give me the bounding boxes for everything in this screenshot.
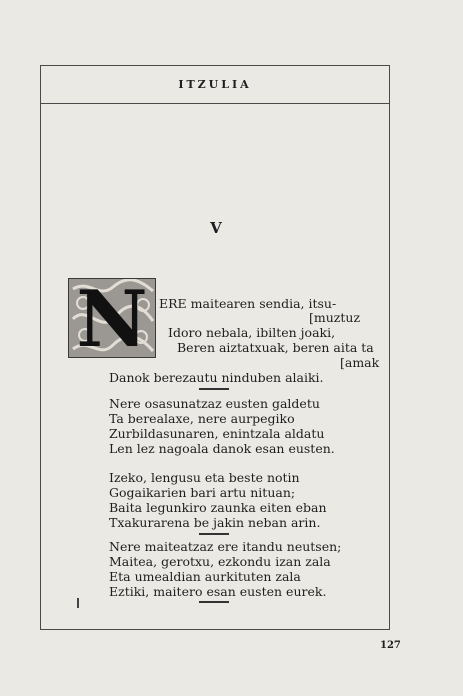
verse-line: Izeko, lengusu eta beste notin [109, 470, 300, 485]
verse-line: Nere osasunatzaz eusten galdetu [109, 396, 320, 411]
dropcap-letter: N [76, 278, 148, 358]
chapter-numeral: V [210, 219, 222, 237]
verse-line: ERE maitearen sendia, itsu- [159, 296, 337, 311]
stanza-divider [199, 388, 229, 390]
verse-line: Beren aiztatxuak, beren aita ta [177, 340, 374, 355]
verse-line: Zurbildasunaren, enintzala aldatu [109, 426, 325, 441]
verse-line: Len lez nagoala danok esan eusten. [109, 441, 335, 456]
verse-line: Baita legunkiro zaunka eiten eban [109, 500, 327, 515]
verse-line: Eta umealdian aurkituten zala [109, 569, 301, 584]
verse-line: Txakurarena be jakin neban arin. [109, 515, 321, 530]
running-header: ITZULIA [41, 66, 389, 104]
verse-line: Eztiki, maitero esan eusten eurek. [109, 584, 327, 599]
verse-line: Maitea, gerotxu, ezkondu izan zala [109, 554, 331, 569]
verse-line: Nere maiteatzaz ere itandu neutsen; [109, 539, 342, 554]
text-frame [40, 65, 390, 630]
verse-line: Ta berealaxe, nere aurpegiko [109, 411, 295, 426]
verse-line: [muztuz [309, 310, 361, 325]
stanza-divider [199, 533, 229, 535]
verse-line: Idoro nebala, ibilten joaki, [168, 325, 336, 340]
margin-mark [77, 598, 79, 608]
verse-line: [amak [340, 355, 380, 370]
verse-line: Gogaikarien bari artu nituan; [109, 485, 296, 500]
stanza-divider [199, 601, 229, 603]
page-number: 127 [380, 640, 401, 651]
verse-line: Danok berezautu ninduben alaiki. [109, 370, 324, 385]
ornamental-dropcap [68, 278, 156, 358]
